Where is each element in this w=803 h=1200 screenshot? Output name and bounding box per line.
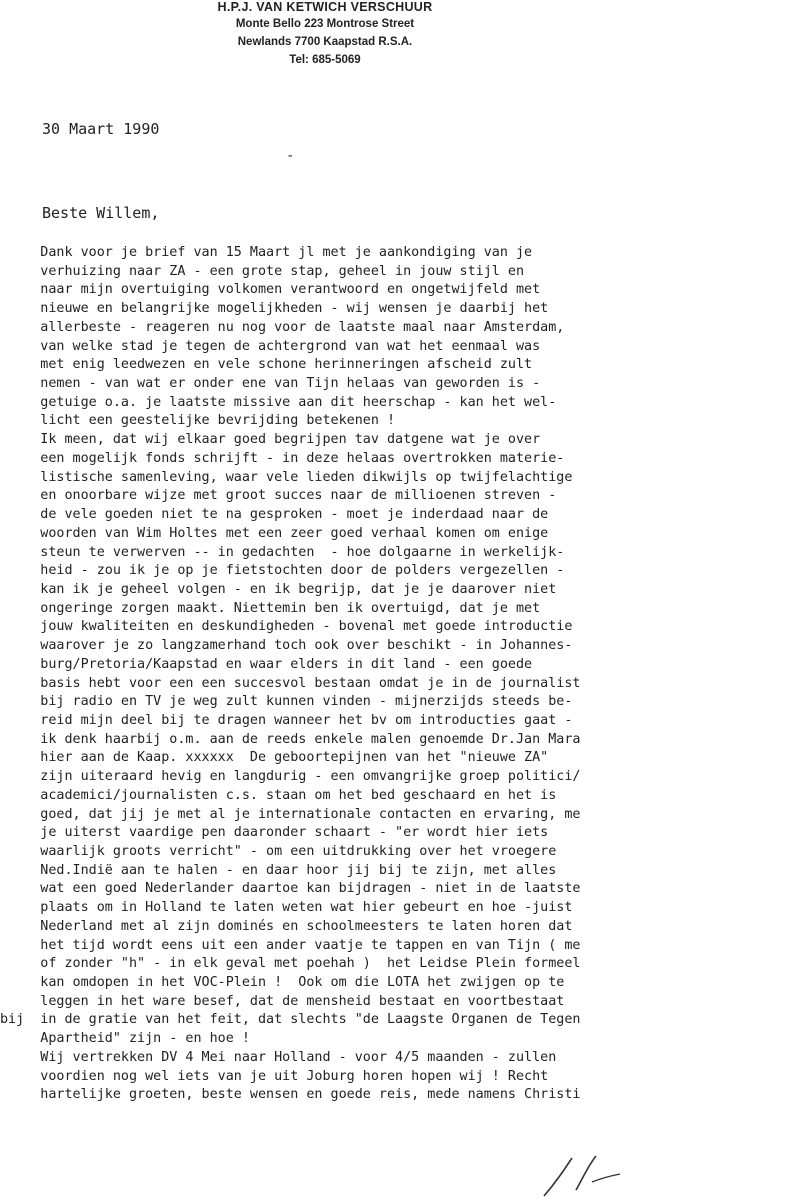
letter-body-line: woorden van Wim Holtes met een zeer goed verhaal komen om enige [0,525,549,541]
letter-body-line: goed, dat jij je met al je internationale contacten en ervaring, me [0,806,581,822]
letter-body-line: met enig leedwezen en vele schone herinneringen afscheid zult [0,357,533,373]
letter-body-line: bij radio en TV je weg zult kunnen vinden - mijnerzijds steeds be- [0,694,573,710]
letter-body-line: plaats om in Holland te laten weten wat hier gebeurt en hoe -juist [0,900,573,916]
letter-body-line: het tijd wordt eens uit een ander vaatje te tappen en van Tijn ( me [0,937,581,953]
letter-body-line: jouw kwaliteiten en deskundigheden - bovenal met goede introductie [0,619,573,635]
letter-body-line: getuige o.a. je laatste missive aan dit heerschap - kan het wel- [0,394,557,410]
letter-body [0,244,803,1105]
letter-body-line: wat een goed Nederlander daartoe kan bijdragen - niet in de laatste [0,881,581,897]
letter-body-line: verhuizing naar ZA - een grote stap, geheel in jouw stijl en [0,263,525,279]
salutation: Beste Willem, [42,204,160,222]
letterhead-address-line-1: Monte Bello 223 Montrose Street [235,18,415,30]
letter-body-line: leggen in het ware besef, dat de mensheid bestaat en voortbestaat [0,993,565,1009]
letter-body-line: naar mijn overtuiging volkomen verantwoord en ongetwijfeld met [0,282,541,298]
letter-body-line: Ik meen, dat wij elkaar goed begrijpen tav datgene wat je over [0,432,541,448]
letter-body-line: allerbeste - reageren nu nog voor de laatste maal naar Amsterdam, [0,319,565,335]
letter-body-line: kan omdopen in het VOC-Plein ! Ook om die LOTA het zwijgen op te [0,975,565,991]
letter-date: 30 Maart 1990 [42,120,160,138]
letter-body-line: listische samenleving, waar vele lieden dikwijls op twijfelachtige [0,469,573,485]
letter-body-line: een mogelijk fonds schrijft - in deze helaas overtrokken materie- [0,450,565,466]
letter-body-line: of zonder "h" - in elk geval met poehah ) het Leidse Plein formeel [0,956,581,972]
letter-body-line: burg/Pretoria/Kaapstad en waar elders in dit land - een goede [0,656,533,672]
letter-body-line: kan ik je geheel volgen - en ik begrijp, dat je je daarover niet [0,581,557,597]
letter-body-line: waarlijk groots verricht" - om een uitdrukking over het vroegere [0,844,557,859]
letter-body-line: Ned.Indië aan te halen - en daar hoor jij bij te zijn, met alles [0,862,557,878]
letter-body-line: ik denk haarbij o.m. aan de reeds enkele malen genoemde Dr.Jan Mara [0,731,581,747]
letter-body-line: academici/journalisten c.s. staan om het bed geschaard en het is [0,787,557,803]
letter-body-line: steun te verwerven -- in gedachten - hoe dolgaarne in werkelijk- [0,544,565,560]
letter-body-line: ongeringe zorgen maakt. Niettemin ben ik overtuigd, dat je met [0,600,541,616]
letter-body-line: zijn uiteraard hevig en langdurig - een omvangrijke groep politici/ [0,769,581,785]
letter-body-line: bij in de gratie van het feit, dat slechts "de Laagste Organen de Tegen [0,1012,581,1028]
letter-body-line: Dank voor je brief van 15 Maart jl met je aankondiging van je [0,245,533,260]
letter-body-line: nieuwe en belangrijke mogelijkheden - wij wensen je daarbij het [0,301,549,317]
letter-body-line: licht een geestelijke bevrijding betekenen ! [0,413,396,429]
letterhead [150,0,500,69]
letterhead-phone: Tel: 685-5069 [289,54,361,66]
letter-body-line: Apartheid" zijn - en hoe ! [0,1031,250,1047]
letter-body-line: de vele goeden niet te na gesproken - moet je inderdaad naar de [0,507,549,523]
letter-body-line: van welke stad je tegen de achtergrond van wat het eenmaal was [0,338,541,354]
letter-body-line: reid mijn deel bij te dragen wanneer het bv om introducties gaat - [0,712,573,728]
letter-body-line: hier aan de Kaap. xxxxxx De geboortepijnen van het "nieuwe ZA" [0,750,549,766]
letterhead-name: H.P.J. VAN KETWICH VERSCHUUR [217,0,433,14]
letter-body-line: hartelijke groeten, beste wensen en goede reis, mede namens Christi [0,1087,581,1103]
dash-mark: - [286,148,295,164]
letter-body-line: Nederland met al zijn dominés en schoolmeesters te laten horen dat [0,918,573,934]
letter-body-line: voordien nog wel iets van je uit Joburg horen hopen wij ! Recht [0,1068,549,1084]
letter-body-line: heid - zou ik je op je fietstochten door de polders vergezellen - [0,563,565,579]
letter-body-line: je uiterst vaardige pen daaronder schaart - "er wordt hier iets [0,825,549,841]
letterhead-address-line-2: Newlands 7700 Kaapstad R.S.A. [237,36,413,48]
handwritten-mark-icon [536,1152,626,1200]
letter-body-line: basis hebt voor een een succesvol bestaan omdat je in de journalist [0,675,581,691]
letter-body-line: Wij vertrekken DV 4 Mei naar Holland - voor 4/5 maanden - zullen [0,1049,557,1065]
letter-body-line: nemen - van wat er onder ene van Tijn helaas van geworden is - [0,376,541,392]
letter-body-line: waarover je zo langzamerhand toch ook over beschikt - in Johannes- [0,638,573,654]
letter-body-line: en onoorbare wijze met groot succes naar de millioenen streven - [0,488,557,504]
